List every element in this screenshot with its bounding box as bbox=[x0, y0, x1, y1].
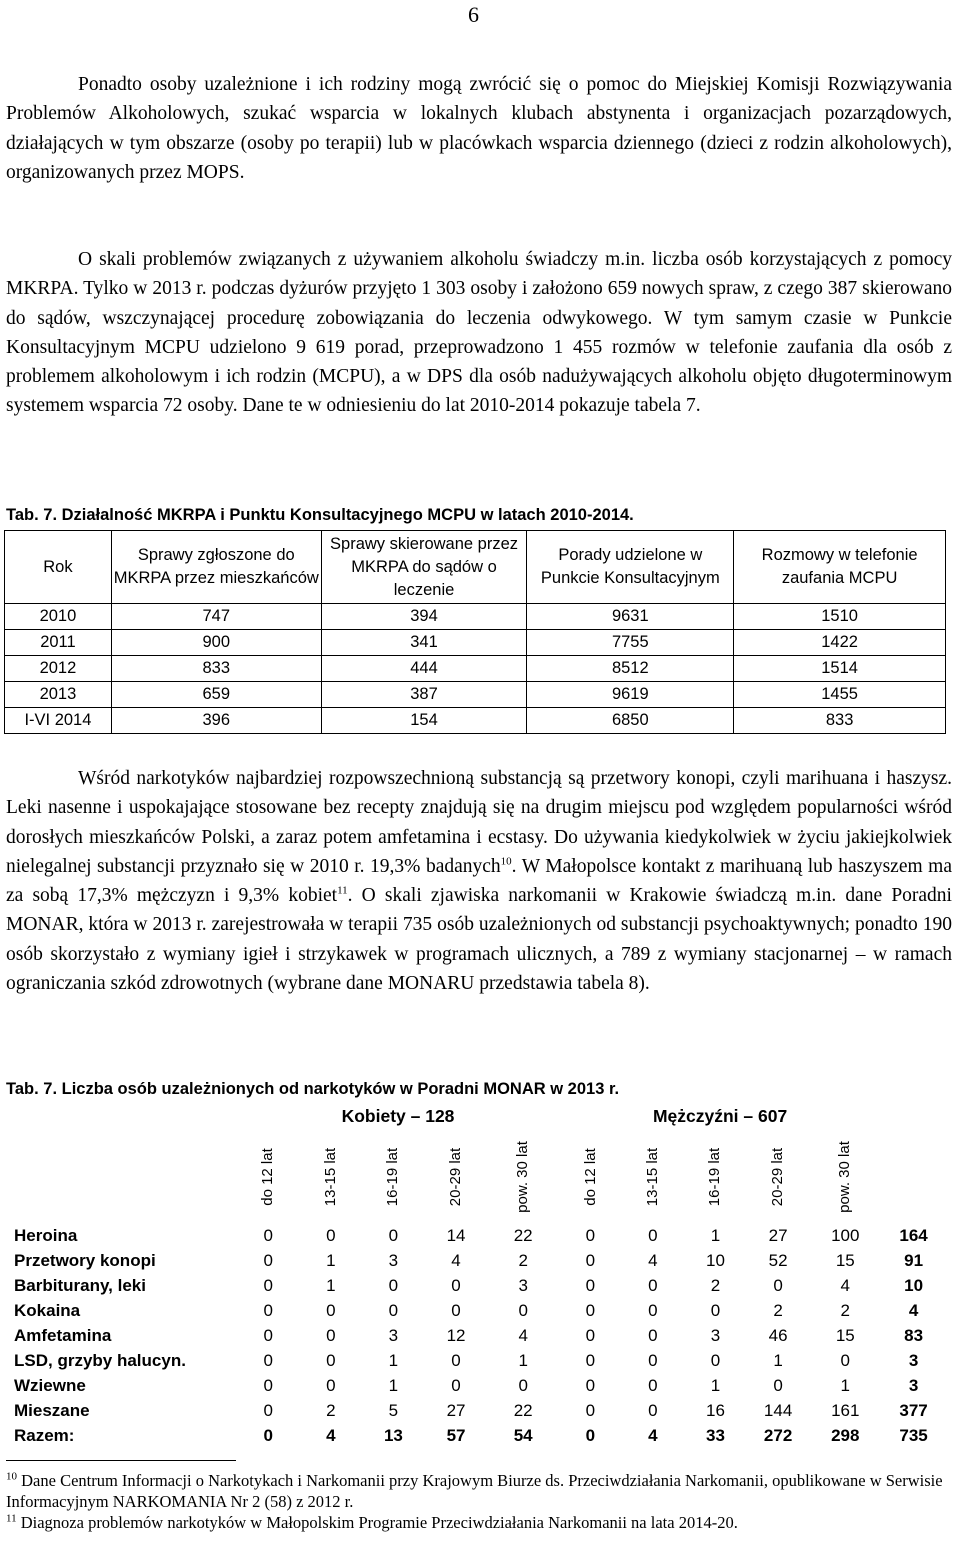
table-row bbox=[8, 1248, 946, 1273]
value-cell: 900 bbox=[111, 630, 321, 656]
value-cell: 14 bbox=[446, 1225, 466, 1245]
value-cell: 1 bbox=[773, 1350, 783, 1370]
table-row bbox=[8, 1398, 946, 1423]
value-cell: 0 bbox=[451, 1350, 461, 1370]
year-cell: 2013 bbox=[5, 682, 112, 708]
value-cell: 0 bbox=[585, 1350, 596, 1370]
age-header bbox=[622, 1129, 685, 1223]
table-row bbox=[5, 682, 946, 708]
age-header-label: 16-19 lat bbox=[706, 1147, 724, 1207]
value-cell: 10 bbox=[706, 1250, 725, 1270]
value-cell: 0 bbox=[648, 1225, 658, 1245]
value-cell: 52 bbox=[768, 1250, 788, 1270]
value-cell: 57 bbox=[446, 1425, 466, 1445]
paragraph-text: Ponadto osoby uzależnione i ich rodziny mogą zwrócić się o pomoc do Miejskiej Komisji Rozwiązywania Problemów Alkoholowych, szukać wsparcia w lokalnych klubach abstynenta i organizacjach pozarządowych, działających w tym obszarze (osoby po terapii) lub w placówkach wsparcia dziennego (dzieci z rodzin alkoholowych), organizowanych przez MOPS. bbox=[6, 74, 952, 183]
value-cell: 0 bbox=[326, 1225, 336, 1245]
group-header-row bbox=[8, 1103, 946, 1129]
footnote-mark: 10 bbox=[6, 1470, 17, 1483]
age-header-label: do 12 lat bbox=[259, 1148, 277, 1206]
table-row bbox=[8, 1423, 946, 1448]
value-cell: 54 bbox=[513, 1425, 533, 1445]
value-cell: 1 bbox=[710, 1375, 721, 1395]
value-cell: 0 bbox=[451, 1375, 461, 1395]
value-cell: 9631 bbox=[527, 604, 734, 630]
value-cell: 0 bbox=[388, 1225, 399, 1245]
value-cell: 0 bbox=[451, 1275, 461, 1295]
value-cell: 0 bbox=[585, 1300, 596, 1320]
table-row bbox=[8, 1298, 946, 1323]
total-cell: 3 bbox=[908, 1375, 919, 1395]
value-cell: 4 bbox=[648, 1425, 658, 1445]
value-cell: 1422 bbox=[734, 630, 946, 656]
paragraph-mkrpa-help bbox=[6, 70, 952, 187]
value-cell: 396 bbox=[111, 708, 321, 734]
footnote-text: Diagnoza problemów narkotyków w Małopolskim Programie Przeciwdziałania Narkomanii na lata 2014-20. bbox=[20, 1513, 738, 1532]
age-header-label: 13-15 lat bbox=[643, 1147, 661, 1207]
value-cell: 7755 bbox=[527, 630, 734, 656]
value-cell: 0 bbox=[585, 1250, 596, 1270]
value-cell: 1510 bbox=[734, 604, 946, 630]
value-cell: 16 bbox=[706, 1400, 725, 1420]
value-cell: 9619 bbox=[527, 682, 734, 708]
value-cell: 341 bbox=[321, 630, 527, 656]
value-cell: 747 bbox=[111, 604, 321, 630]
value-cell: 13 bbox=[383, 1425, 403, 1445]
value-cell: 15 bbox=[835, 1325, 855, 1345]
value-cell: 161 bbox=[831, 1400, 860, 1420]
footnotes bbox=[6, 1470, 952, 1533]
value-cell: 833 bbox=[734, 708, 946, 734]
value-cell: 0 bbox=[585, 1325, 596, 1345]
value-cell: 0 bbox=[326, 1375, 336, 1395]
footnote-ref: 11 bbox=[337, 884, 348, 897]
value-cell: 1 bbox=[840, 1375, 851, 1395]
value-cell: 0 bbox=[648, 1325, 658, 1345]
table-row bbox=[5, 604, 946, 630]
value-cell: 4 bbox=[451, 1250, 461, 1270]
total-cell: 83 bbox=[904, 1325, 924, 1345]
value-cell: 1 bbox=[518, 1350, 528, 1370]
value-cell: 2 bbox=[840, 1300, 851, 1320]
value-cell: 0 bbox=[585, 1425, 596, 1445]
value-cell: 444 bbox=[321, 656, 527, 682]
substance-name: LSD, grzyby halucyn. bbox=[14, 1350, 186, 1370]
text-part: . W Małopolsce kontakt z marihuaną lub haszyszem ma za sobą 17,3% mężczyzn i 9,3% kobiet bbox=[6, 855, 953, 907]
value-cell: 3 bbox=[388, 1325, 399, 1345]
value-cell: 154 bbox=[321, 708, 527, 734]
value-cell: 659 bbox=[111, 682, 321, 708]
year-cell: 2012 bbox=[5, 656, 112, 682]
text-part: Wśród narkotyków najbardziej rozpowszechnioną substancją są przetwory konopi, czyli marihuana i haszysz. Leki nasenne i uspokajające stosowane bez recepty znajdują się na drugim miejscu pod względem popularności wśród dorosłych mieszkańców Polski, a zaraz potem amfetamina i ecstasy. Do używania kiedykolwiek w życiu jakiejkolwiek nielegalnej substancji przyznało się w 2010 r. 19,3% badanych bbox=[6, 768, 952, 877]
value-cell: 8512 bbox=[527, 656, 734, 682]
year-cell: 2010 bbox=[5, 604, 112, 630]
value-cell: 4 bbox=[326, 1425, 336, 1445]
paragraph-text: O skali problemów związanych z używaniem alkoholu świadczy m.in. liczba osób korzystających z pomocy MKRPA. Tylko w 2013 r. podczas dyżurów przyjęto 1 303 osoby i założono 659 nowych spraw, z czego 387 skierowano do sądów, wszczynającej procedurę zobowiązania do leczenia odwykowego. W tym samym czasie w Punkcie Konsultacyjnym MCPU udzielono 9 619 porad, przeprowadzono 1 455 rozmów w telefonie zaufania dla osób z problemem alkoholowym i ich rodzin (MCPU), a w DPS dla osób nadużywających alkoholu objęto długoterminowym systemem wsparcia 72 osoby. Dane te w odniesieniu do lat 2010-2014 pokazuje tabela 7. bbox=[6, 249, 952, 417]
total-cell: 4 bbox=[908, 1300, 919, 1320]
value-cell: 387 bbox=[321, 682, 527, 708]
total-cell: 3 bbox=[908, 1350, 919, 1370]
substance-name: Razem: bbox=[14, 1425, 75, 1445]
value-cell: 33 bbox=[706, 1425, 725, 1445]
value-cell: 1 bbox=[326, 1250, 336, 1270]
age-header-row bbox=[8, 1129, 946, 1223]
value-cell: 1 bbox=[388, 1375, 399, 1395]
page-number: 6 bbox=[468, 2, 479, 27]
footnote bbox=[6, 1512, 952, 1533]
age-header bbox=[747, 1129, 810, 1223]
year-cell: I-VI 2014 bbox=[5, 708, 112, 734]
value-cell: 0 bbox=[388, 1275, 399, 1295]
value-cell: 0 bbox=[648, 1275, 658, 1295]
value-cell: 0 bbox=[710, 1300, 721, 1320]
value-cell: 272 bbox=[763, 1425, 793, 1445]
total-cell: 164 bbox=[899, 1225, 928, 1245]
total-cell: 10 bbox=[904, 1275, 924, 1295]
table-row bbox=[8, 1323, 946, 1348]
value-cell: 0 bbox=[648, 1300, 658, 1320]
value-cell: 4 bbox=[648, 1250, 658, 1270]
table-row bbox=[8, 1273, 946, 1298]
value-cell: 0 bbox=[263, 1325, 273, 1345]
value-cell: 4 bbox=[840, 1275, 851, 1295]
value-cell: 27 bbox=[768, 1225, 788, 1245]
value-cell: 0 bbox=[585, 1375, 596, 1395]
value-cell: 15 bbox=[835, 1250, 855, 1270]
group-women: Kobiety – 128 bbox=[341, 1105, 455, 1126]
age-header-label: 13-15 lat bbox=[321, 1147, 339, 1207]
value-cell: 298 bbox=[831, 1425, 860, 1445]
value-cell: 0 bbox=[263, 1425, 273, 1445]
substance-name: Kokaina bbox=[14, 1300, 81, 1320]
value-cell: 0 bbox=[840, 1350, 851, 1370]
table-8-caption: Tab. 7. Liczba osób uzależnionych od narkotyków w Poradni MONAR w 2013 r. bbox=[6, 1080, 620, 1098]
value-cell: 0 bbox=[263, 1375, 273, 1395]
text-part: . O skali zjawiska narkomanii w Krakowie świadczą m.in. dane Poradni MONAR, która w 2013 r. zarejestrowała w terapii 735 osób uzależnionych od substancji psychoaktywnych; ponadto 190 osób skorzystało z wymiany igieł i strzykawek w programach ulicznych, a 789 z wymiany stacjonarnej – w ramach ograniczania szkód zdrowotnych (wybrane dane MONARU przedstawia tabela 8). bbox=[6, 885, 952, 995]
age-header-label: 16-19 lat bbox=[384, 1147, 402, 1207]
age-header-label: 20-29 lat bbox=[447, 1147, 465, 1207]
table-7-caption: Tab. 7. Działalność MKRPA i Punktu Konsultacyjnego MCPU w latach 2010-2014. bbox=[6, 506, 634, 524]
age-header bbox=[559, 1129, 622, 1223]
value-cell: 0 bbox=[518, 1375, 528, 1395]
age-header-label: do 12 lat bbox=[581, 1148, 599, 1206]
footnote-mark: 11 bbox=[6, 1512, 17, 1525]
table-row bbox=[5, 630, 946, 656]
value-cell: 2 bbox=[773, 1300, 783, 1320]
value-cell: 0 bbox=[326, 1350, 336, 1370]
value-cell: 0 bbox=[648, 1400, 658, 1420]
value-cell: 0 bbox=[263, 1250, 273, 1270]
value-cell: 833 bbox=[111, 656, 321, 682]
value-cell: 0 bbox=[326, 1325, 336, 1345]
value-cell: 1455 bbox=[734, 682, 946, 708]
group-men: Mężczyźni – 607 bbox=[652, 1105, 788, 1126]
total-cell: 91 bbox=[904, 1250, 924, 1270]
value-cell: 0 bbox=[326, 1300, 336, 1320]
mkrpa-activity-table bbox=[4, 530, 946, 734]
value-cell: 3 bbox=[710, 1325, 721, 1345]
substance-name: Wziewne bbox=[14, 1375, 86, 1395]
value-cell: 6850 bbox=[527, 708, 734, 734]
age-header bbox=[809, 1129, 881, 1223]
value-cell: 2 bbox=[326, 1400, 336, 1420]
column-header: Rok bbox=[5, 531, 112, 604]
value-cell: 0 bbox=[648, 1375, 658, 1395]
value-cell: 0 bbox=[388, 1300, 399, 1320]
value-cell: 46 bbox=[768, 1325, 788, 1345]
age-header bbox=[487, 1129, 559, 1223]
monar-drugs-table bbox=[8, 1103, 946, 1448]
value-cell: 3 bbox=[518, 1275, 528, 1295]
column-header: Sprawy skierowane przez MKRPA do sądów o leczenie bbox=[321, 531, 527, 604]
value-cell: 144 bbox=[763, 1400, 793, 1420]
table-row bbox=[8, 1373, 946, 1398]
value-cell: 0 bbox=[263, 1350, 273, 1370]
footnote-text: Dane Centrum Informacji o Narkotykach i Narkomanii przy Krajowym Biurze ds. Przeciwdziałania Narkomanii, opublikowane w Serwisie Informacyjnym NARKOMANIA Nr 2 (58) z 2012 r. bbox=[6, 1471, 943, 1511]
column-header: Sprawy zgłoszone do MKRPA przez mieszkańców bbox=[111, 531, 321, 604]
column-header: Porady udzielone w Punkcie Konsultacyjnym bbox=[527, 531, 734, 604]
table-row bbox=[8, 1223, 946, 1248]
value-cell: 0 bbox=[773, 1375, 783, 1395]
value-cell: 2 bbox=[518, 1250, 528, 1270]
value-cell: 22 bbox=[513, 1225, 533, 1245]
table-row bbox=[5, 708, 946, 734]
age-header bbox=[684, 1129, 747, 1223]
age-header bbox=[362, 1129, 425, 1223]
value-cell: 0 bbox=[648, 1350, 658, 1370]
paragraph-drugs bbox=[6, 764, 952, 998]
paragraph-alcohol-scale bbox=[6, 245, 952, 421]
age-header bbox=[425, 1129, 488, 1223]
value-cell: 1 bbox=[388, 1350, 399, 1370]
value-cell: 0 bbox=[263, 1300, 273, 1320]
value-cell: 27 bbox=[446, 1400, 466, 1420]
footnote-separator bbox=[6, 1460, 236, 1461]
value-cell: 0 bbox=[585, 1275, 596, 1295]
value-cell: 1 bbox=[710, 1225, 721, 1245]
substance-name: Heroina bbox=[14, 1225, 78, 1245]
value-cell: 5 bbox=[388, 1400, 399, 1420]
age-header bbox=[300, 1129, 363, 1223]
substance-name: Przetwory konopi bbox=[14, 1250, 156, 1270]
value-cell: 22 bbox=[513, 1400, 533, 1420]
age-header-label: 20-29 lat bbox=[769, 1147, 787, 1207]
age-header bbox=[237, 1129, 300, 1223]
value-cell: 0 bbox=[710, 1350, 721, 1370]
column-header: Rozmowy w telefonie zaufania MCPU bbox=[734, 531, 946, 604]
value-cell: 0 bbox=[263, 1275, 273, 1295]
value-cell: 0 bbox=[263, 1225, 273, 1245]
value-cell: 12 bbox=[446, 1325, 466, 1345]
value-cell: 0 bbox=[773, 1275, 783, 1295]
table-row bbox=[5, 656, 946, 682]
value-cell: 0 bbox=[263, 1400, 273, 1420]
value-cell: 0 bbox=[585, 1225, 596, 1245]
age-header-label: pow. 30 lat bbox=[514, 1141, 532, 1213]
table-row bbox=[8, 1348, 946, 1373]
paragraph-text bbox=[6, 764, 952, 998]
value-cell: 0 bbox=[585, 1400, 596, 1420]
value-cell: 0 bbox=[518, 1300, 528, 1320]
table-body bbox=[5, 604, 946, 734]
footnote-ref: 10 bbox=[500, 855, 512, 868]
total-cell: 735 bbox=[899, 1425, 928, 1445]
year-cell: 2011 bbox=[5, 630, 112, 656]
value-cell: 3 bbox=[388, 1250, 399, 1270]
value-cell: 394 bbox=[321, 604, 527, 630]
value-cell: 1514 bbox=[734, 656, 946, 682]
total-cell: 377 bbox=[899, 1400, 928, 1420]
age-header-label: pow. 30 lat bbox=[836, 1141, 854, 1213]
table-body bbox=[8, 1103, 946, 1448]
value-cell: 0 bbox=[451, 1300, 461, 1320]
substance-name: Mieszane bbox=[14, 1400, 90, 1420]
value-cell: 100 bbox=[831, 1225, 860, 1245]
footnote bbox=[6, 1470, 952, 1512]
table-header-row bbox=[5, 531, 946, 604]
value-cell: 1 bbox=[326, 1275, 336, 1295]
substance-name: Amfetamina bbox=[14, 1325, 112, 1345]
value-cell: 2 bbox=[710, 1275, 721, 1295]
value-cell: 4 bbox=[518, 1325, 528, 1345]
substance-name: Barbiturany, leki bbox=[14, 1275, 146, 1295]
